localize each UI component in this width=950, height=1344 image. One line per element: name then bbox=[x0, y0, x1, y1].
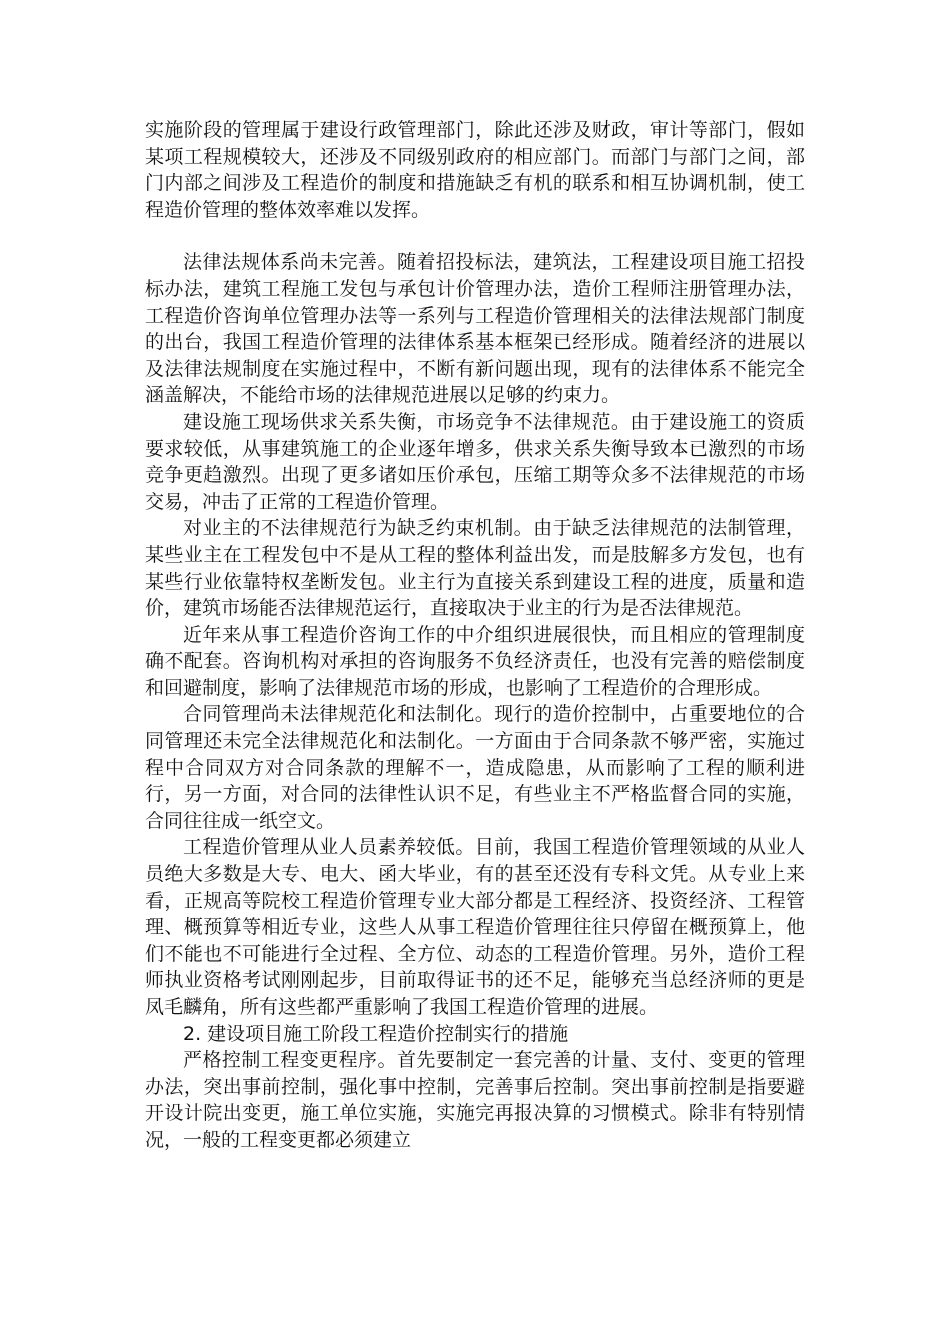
paragraph-3: 建设施工现场供求关系失衡，市场竞争不法律规范。由于建设施工的资质要求较低，从事建筑施工的企业逐年增多，供求关系失衡导致本已激烈的市场竞争更趋激烈。出现了更多诸如压价承包，压缩工期等众多不法律规范的市场交易，冲击了正常的工程造价管理。 bbox=[145, 410, 805, 513]
paragraph-7: 工程造价管理从业人员素养较低。目前，我国工程造价管理领域的从业人员绝大多数是大专、电大、函大毕业，有的甚至还没有专科文凭。从专业上来看，正规高等院校工程造价管理专业大部分都是工程经济、投资经济、工程管理、概预算等相近专业，这些人从事工程造价管理往往只停留在概预算上，他们不能也不可能进行全过程、全方位、动态的工程造价管理。另外，造价工程师执业资格考试刚刚起步，目前取得证书的还不足，能够充当总经济师的更是凤毛麟角，所有这些都严重影响了我国工程造价管理的进展。 bbox=[145, 836, 805, 1018]
paragraph-8: 严格控制工程变更程序。首先要制定一套完善的计量、支付、变更的管理办法，突出事前控制，强化事中控制，完善事后控制。突出事前控制是指要避开设计院出变更，施工单位实施，实施完再报决算的习惯模式。除非有特别情况，一般的工程变更都必须建立 bbox=[145, 1049, 805, 1151]
paragraph-4: 对业主的不法律规范行为缺乏约束机制。由于缺乏法律规范的法制管理，某些业主在工程发包中不是从工程的整体利益出发，而是肢解多方发包，也有某些行业依靠特权垄断发包。业主行为直接关系到建设工程的进度，质量和造价，建筑市场能否法律规范运行，直接取决于业主的行为是否法律规范。 bbox=[145, 517, 805, 620]
paragraph-gap bbox=[145, 223, 805, 249]
paragraph-5: 近年来从事工程造价咨询工作的中介组织进展很快，而且相应的管理制度确不配套。咨询机构对承担的咨询服务不负经济责任，也没有完善的赔偿制度和回避制度，影响了法律规范市场的形成，也影响了工程造价的合理形成。 bbox=[145, 623, 805, 699]
paragraph-1: 实施阶段的管理属于建设行政管理部门，除此还涉及财政，审计等部门，假如某项工程规模较大，还涉及不同级别政府的相应部门。而部门与部门之间，部门内部之间涉及工程造价的制度和措施缺乏有机的联系和相互协调机制，使工程造价管理的整体效率难以发挥。 bbox=[145, 119, 805, 221]
section-heading: 2. 建设项目施工阶段工程造价控制实行的措施 bbox=[183, 1022, 569, 1045]
paragraph-2: 法律法规体系尚未完善。随着招投标法，建筑法，工程建设项目施工招投标办法，建筑工程施工发包与承包计价管理办法，造价工程师注册管理办法，工程造价咨询单位管理办法等一系列与工程造价管理相关的法律法规部门制度的出台，我国工程造价管理的法律体系基本框架已经形成。随着经济的进展以及法律法规制度在实施过程中，不断有新问题出现，现有的法律体系不能完全涵盖解决，不能给市场的法律规范进展以足够的约束力。 bbox=[145, 251, 805, 407]
document-body bbox=[145, 117, 805, 1154]
paragraph-6: 合同管理尚未法律规范化和法制化。现行的造价控制中，占重要地位的合同管理还未完全法律规范化和法制化。一方面由于合同条款不够严密，实施过程中合同双方对合同条款的理解不一，造成隐患，从而影响了工程的顺利进行，另一方面，对合同的法律性认识不足，有些业主不严格监督合同的实施，合同往往成一纸空文。 bbox=[145, 703, 805, 832]
